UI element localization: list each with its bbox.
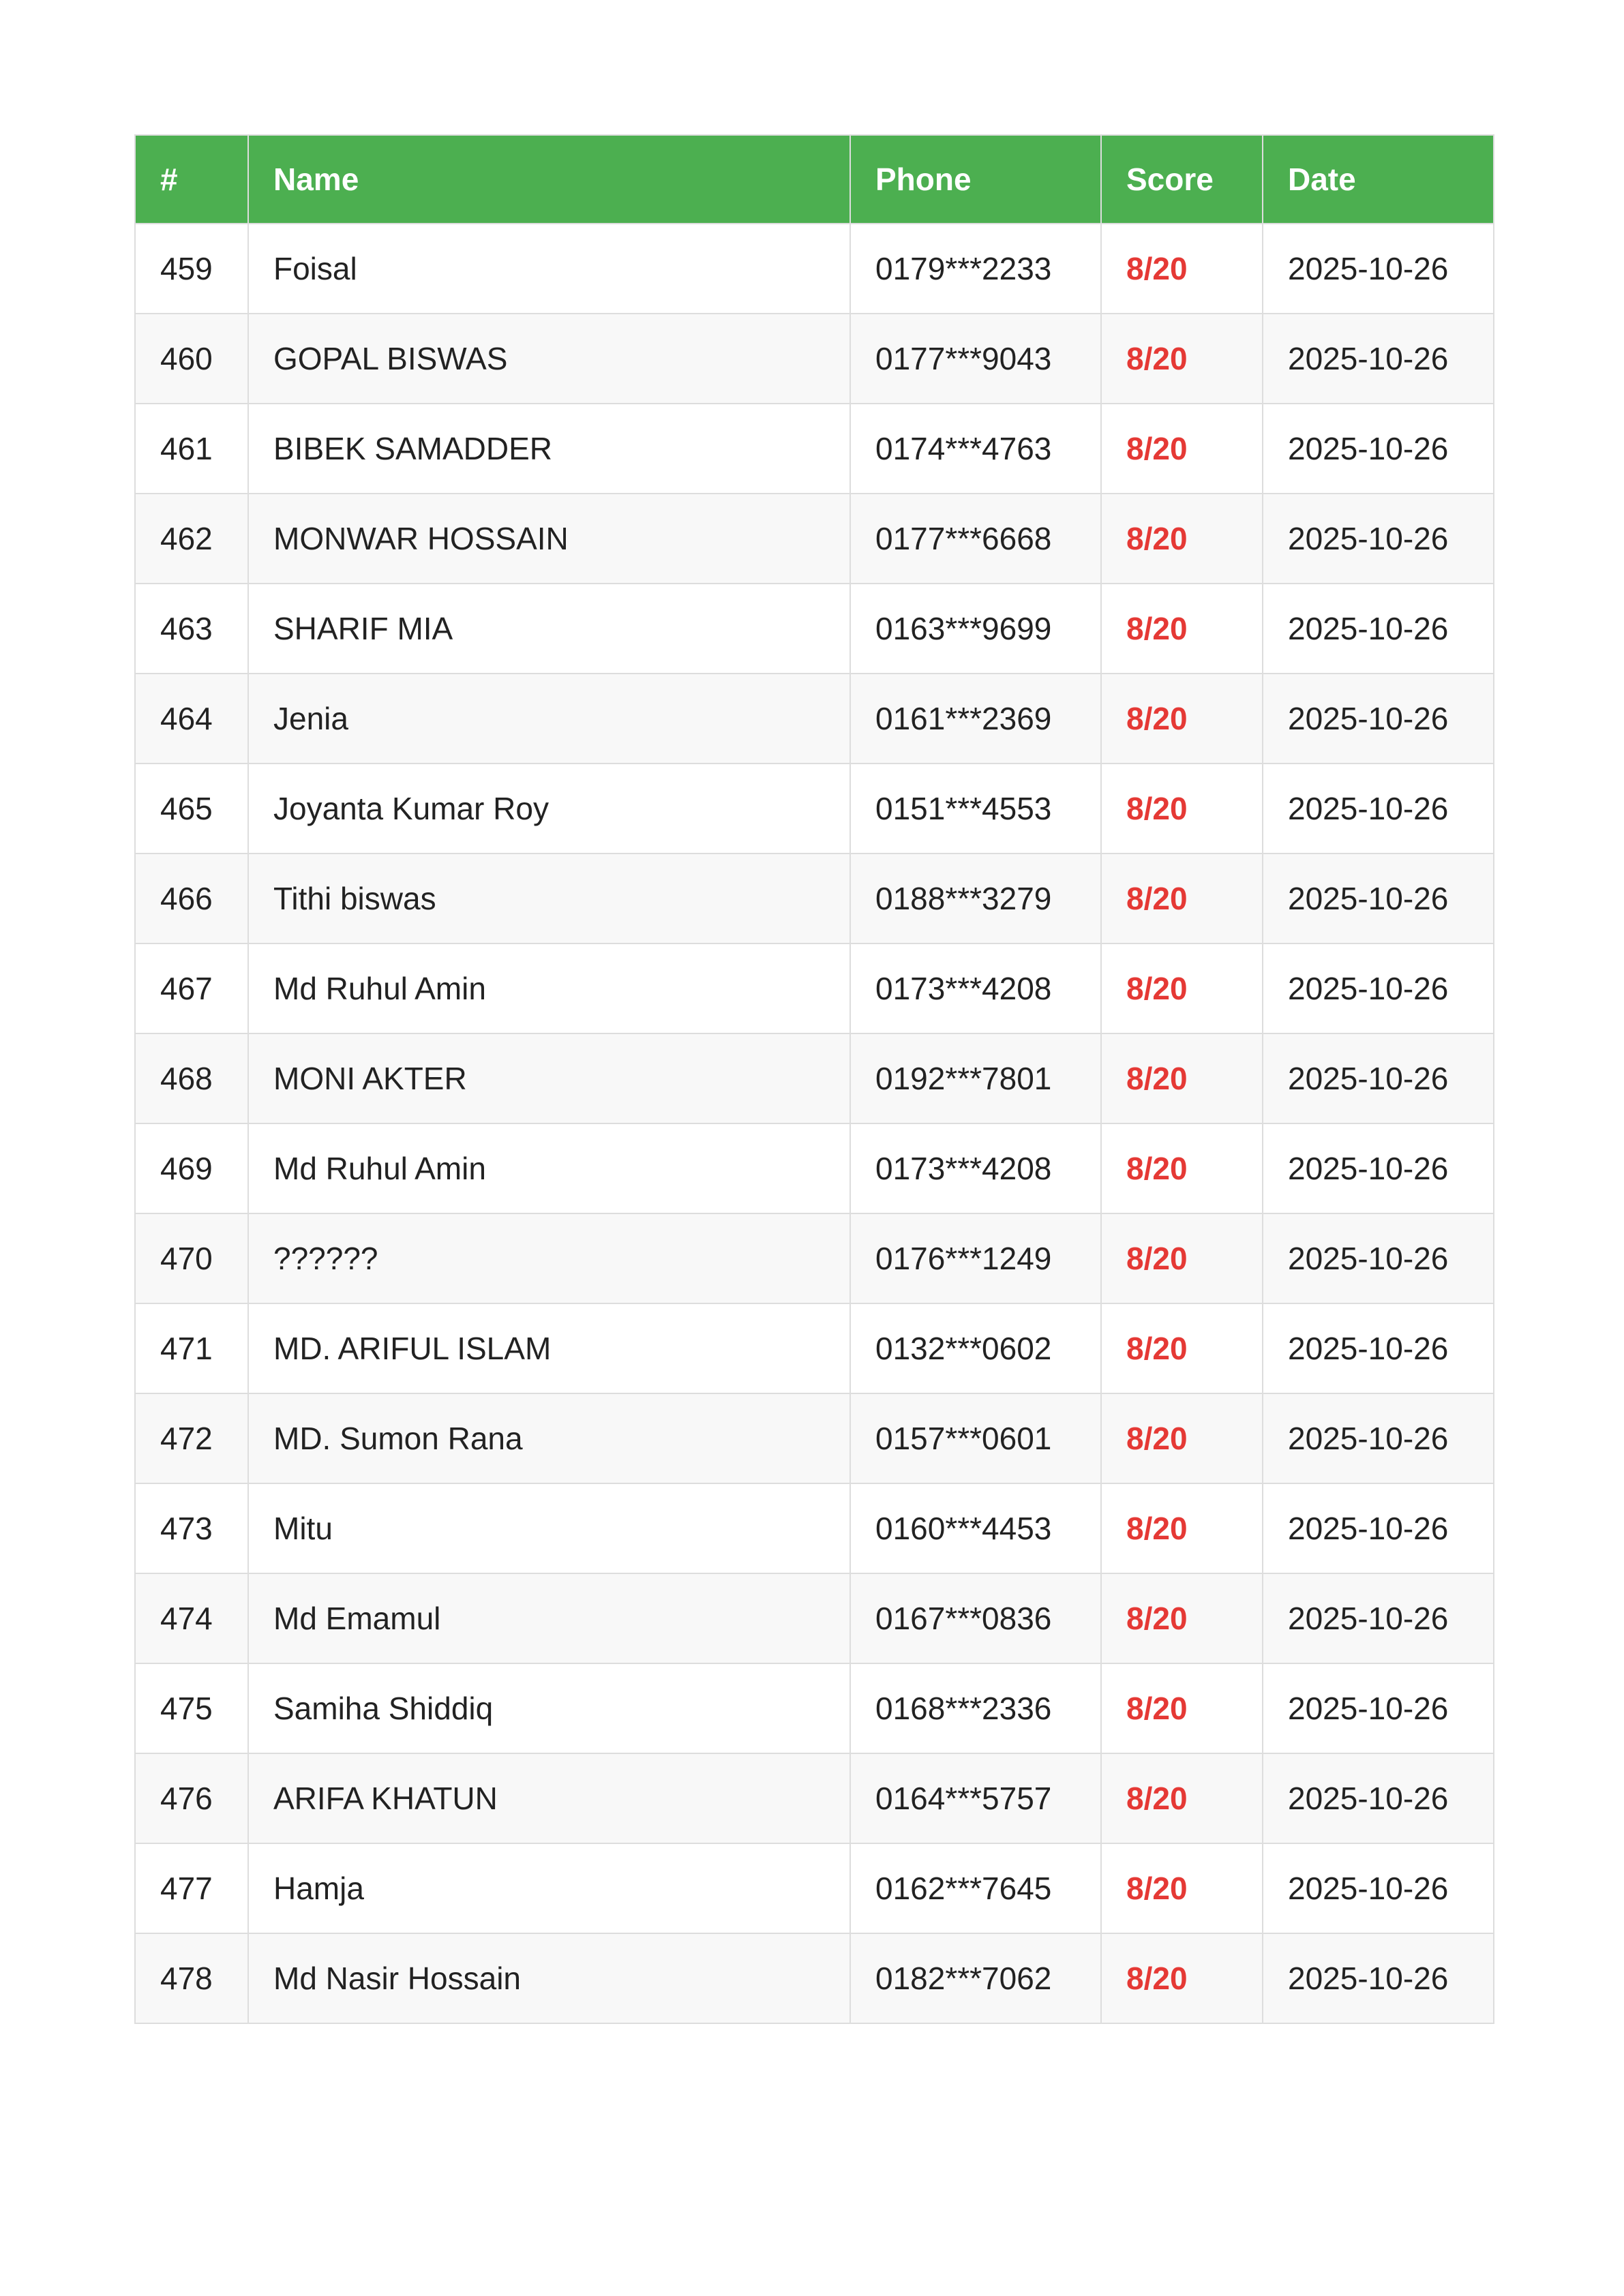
cell-number: 478 (135, 1933, 248, 2023)
cell-phone: 0174***4763 (850, 404, 1101, 494)
cell-date: 2025-10-26 (1263, 1753, 1494, 1843)
header-row (135, 135, 1494, 224)
cell-phone: 0176***1249 (850, 1213, 1101, 1303)
cell-name: Tithi biswas (248, 854, 850, 943)
cell-date: 2025-10-26 (1263, 1033, 1494, 1123)
cell-name: SHARIF MIA (248, 584, 850, 674)
table-row (135, 1663, 1494, 1753)
cell-name: GOPAL BISWAS (248, 314, 850, 404)
cell-name: Foisal (248, 224, 850, 314)
cell-score: 8/20 (1101, 674, 1263, 764)
cell-score: 8/20 (1101, 854, 1263, 943)
cell-date: 2025-10-26 (1263, 674, 1494, 764)
cell-number: 471 (135, 1303, 248, 1393)
table-row (135, 1753, 1494, 1843)
cell-date: 2025-10-26 (1263, 1303, 1494, 1393)
cell-name: Hamja (248, 1843, 850, 1933)
cell-phone: 0161***2369 (850, 674, 1101, 764)
cell-date: 2025-10-26 (1263, 1663, 1494, 1753)
cell-score: 8/20 (1101, 1303, 1263, 1393)
cell-phone: 0182***7062 (850, 1933, 1101, 2023)
table-body (135, 224, 1494, 2023)
cell-number: 466 (135, 854, 248, 943)
cell-phone: 0164***5757 (850, 1753, 1101, 1843)
column-header-number: # (135, 135, 248, 224)
cell-score: 8/20 (1101, 1393, 1263, 1483)
cell-date: 2025-10-26 (1263, 404, 1494, 494)
column-header-phone: Phone (850, 135, 1101, 224)
cell-number: 463 (135, 584, 248, 674)
cell-date: 2025-10-26 (1263, 494, 1494, 584)
cell-number: 472 (135, 1393, 248, 1483)
column-header-name: Name (248, 135, 850, 224)
results-table (134, 134, 1494, 2024)
cell-number: 460 (135, 314, 248, 404)
table-row (135, 674, 1494, 764)
cell-number: 459 (135, 224, 248, 314)
cell-score: 8/20 (1101, 764, 1263, 854)
cell-date: 2025-10-26 (1263, 1123, 1494, 1213)
table-header (135, 135, 1494, 224)
cell-date: 2025-10-26 (1263, 1843, 1494, 1933)
cell-date: 2025-10-26 (1263, 584, 1494, 674)
table-row (135, 1843, 1494, 1933)
cell-number: 461 (135, 404, 248, 494)
table-row (135, 1393, 1494, 1483)
cell-number: 476 (135, 1753, 248, 1843)
cell-name: Md Emamul (248, 1573, 850, 1663)
cell-number: 465 (135, 764, 248, 854)
cell-name: ?????? (248, 1213, 850, 1303)
table-row (135, 1483, 1494, 1573)
cell-date: 2025-10-26 (1263, 764, 1494, 854)
cell-phone: 0163***9699 (850, 584, 1101, 674)
cell-number: 467 (135, 943, 248, 1033)
cell-name: Md Nasir Hossain (248, 1933, 850, 2023)
cell-score: 8/20 (1101, 494, 1263, 584)
cell-phone: 0160***4453 (850, 1483, 1101, 1573)
cell-name: MD. ARIFUL ISLAM (248, 1303, 850, 1393)
cell-score: 8/20 (1101, 1843, 1263, 1933)
cell-phone: 0192***7801 (850, 1033, 1101, 1123)
table-row (135, 1033, 1494, 1123)
cell-date: 2025-10-26 (1263, 1483, 1494, 1573)
table-row (135, 584, 1494, 674)
cell-score: 8/20 (1101, 404, 1263, 494)
cell-number: 474 (135, 1573, 248, 1663)
cell-score: 8/20 (1101, 224, 1263, 314)
cell-name: BIBEK SAMADDER (248, 404, 850, 494)
cell-name: Md Ruhul Amin (248, 943, 850, 1033)
column-header-score: Score (1101, 135, 1263, 224)
cell-number: 464 (135, 674, 248, 764)
cell-phone: 0173***4208 (850, 943, 1101, 1033)
cell-date: 2025-10-26 (1263, 1393, 1494, 1483)
cell-number: 477 (135, 1843, 248, 1933)
cell-score: 8/20 (1101, 1123, 1263, 1213)
cell-name: MD. Sumon Rana (248, 1393, 850, 1483)
cell-number: 462 (135, 494, 248, 584)
table-row (135, 1933, 1494, 2023)
cell-name: Mitu (248, 1483, 850, 1573)
cell-name: Samiha Shiddiq (248, 1663, 850, 1753)
table-row (135, 764, 1494, 854)
table-row (135, 1123, 1494, 1213)
cell-phone: 0177***6668 (850, 494, 1101, 584)
cell-date: 2025-10-26 (1263, 943, 1494, 1033)
column-header-date: Date (1263, 135, 1494, 224)
table-row (135, 224, 1494, 314)
cell-number: 470 (135, 1213, 248, 1303)
cell-number: 469 (135, 1123, 248, 1213)
table-row (135, 1213, 1494, 1303)
cell-name: MONI AKTER (248, 1033, 850, 1123)
cell-phone: 0157***0601 (850, 1393, 1101, 1483)
cell-score: 8/20 (1101, 1483, 1263, 1573)
cell-score: 8/20 (1101, 943, 1263, 1033)
cell-phone: 0177***9043 (850, 314, 1101, 404)
cell-phone: 0167***0836 (850, 1573, 1101, 1663)
table-row (135, 854, 1494, 943)
table-row (135, 404, 1494, 494)
cell-date: 2025-10-26 (1263, 1213, 1494, 1303)
cell-score: 8/20 (1101, 1753, 1263, 1843)
cell-score: 8/20 (1101, 1663, 1263, 1753)
cell-date: 2025-10-26 (1263, 1573, 1494, 1663)
cell-name: ARIFA KHATUN (248, 1753, 850, 1843)
cell-phone: 0188***3279 (850, 854, 1101, 943)
cell-phone: 0132***0602 (850, 1303, 1101, 1393)
cell-name: Joyanta Kumar Roy (248, 764, 850, 854)
cell-score: 8/20 (1101, 584, 1263, 674)
cell-score: 8/20 (1101, 1033, 1263, 1123)
table-row (135, 314, 1494, 404)
cell-date: 2025-10-26 (1263, 854, 1494, 943)
table-row (135, 1573, 1494, 1663)
cell-number: 468 (135, 1033, 248, 1123)
cell-phone: 0179***2233 (850, 224, 1101, 314)
table-row (135, 943, 1494, 1033)
cell-phone: 0168***2336 (850, 1663, 1101, 1753)
cell-number: 475 (135, 1663, 248, 1753)
cell-phone: 0173***4208 (850, 1123, 1101, 1213)
cell-number: 473 (135, 1483, 248, 1573)
cell-phone: 0151***4553 (850, 764, 1101, 854)
cell-date: 2025-10-26 (1263, 314, 1494, 404)
cell-score: 8/20 (1101, 1573, 1263, 1663)
table-row (135, 494, 1494, 584)
cell-score: 8/20 (1101, 1213, 1263, 1303)
cell-score: 8/20 (1101, 1933, 1263, 2023)
cell-date: 2025-10-26 (1263, 224, 1494, 314)
cell-name: Jenia (248, 674, 850, 764)
cell-name: MONWAR HOSSAIN (248, 494, 850, 584)
table-row (135, 1303, 1494, 1393)
cell-phone: 0162***7645 (850, 1843, 1101, 1933)
cell-name: Md Ruhul Amin (248, 1123, 850, 1213)
cell-date: 2025-10-26 (1263, 1933, 1494, 2023)
cell-score: 8/20 (1101, 314, 1263, 404)
